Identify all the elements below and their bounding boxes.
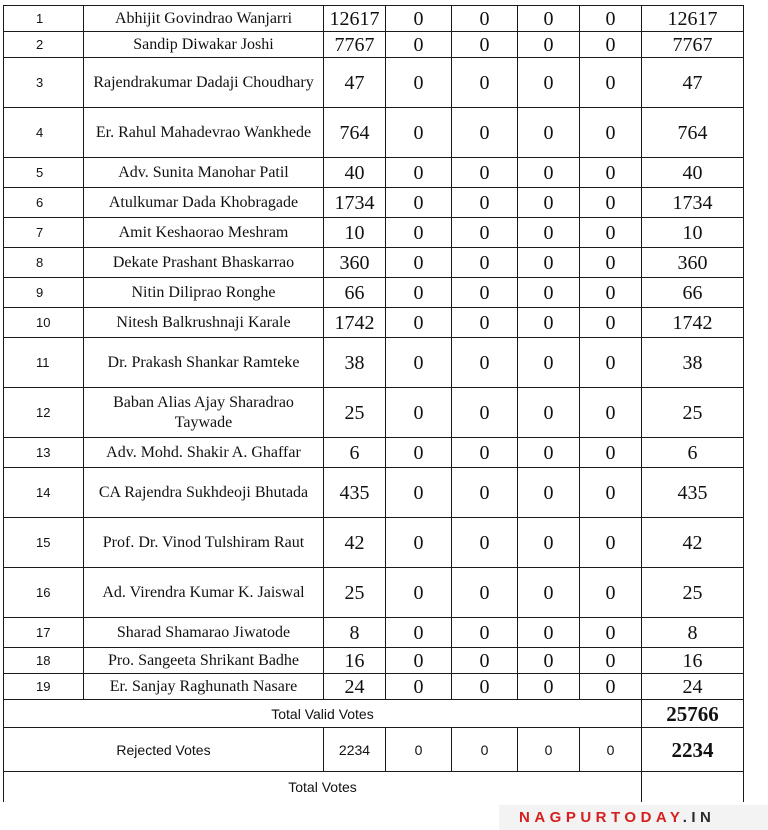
vote-count-table	[3, 5, 744, 802]
vote-count-cell: 0	[452, 338, 518, 388]
serial-number-cell: 9	[4, 278, 84, 308]
candidate-row	[4, 158, 744, 188]
candidate-row	[4, 218, 744, 248]
candidate-name-cell: Rajendrakumar Dadaji Choudhary	[84, 58, 324, 108]
serial-number-cell: 1	[4, 6, 84, 32]
rejected-votes-c4: 0	[518, 728, 580, 772]
total-votes-cell: 66	[642, 278, 744, 308]
vote-count-cell: 7767	[324, 32, 386, 58]
candidate-row	[4, 32, 744, 58]
serial-number-cell: 13	[4, 438, 84, 468]
total-votes-cell: 360	[642, 248, 744, 278]
vote-count-cell: 0	[386, 278, 452, 308]
candidate-row	[4, 58, 744, 108]
candidate-name-cell: Sharad Shamarao Jiwatode	[84, 618, 324, 648]
rejected-votes-c2: 0	[386, 728, 452, 772]
vote-count-cell: 40	[324, 158, 386, 188]
candidate-row	[4, 278, 744, 308]
rejected-votes-total: 2234	[642, 728, 744, 772]
vote-count-cell: 0	[452, 518, 518, 568]
candidate-row	[4, 388, 744, 438]
vote-count-cell: 0	[452, 568, 518, 618]
candidate-name-cell: Nitesh Balkrushnaji Karale	[84, 308, 324, 338]
serial-number-cell: 15	[4, 518, 84, 568]
total-votes-cell: 12617	[642, 6, 744, 32]
vote-count-cell: 0	[518, 468, 580, 518]
vote-count-cell: 764	[324, 108, 386, 158]
rejected-votes-c5: 0	[580, 728, 642, 772]
vote-count-cell: 0	[452, 158, 518, 188]
serial-number-cell: 8	[4, 248, 84, 278]
vote-count-cell: 0	[580, 278, 642, 308]
vote-count-cell: 0	[518, 278, 580, 308]
vote-count-cell: 0	[518, 518, 580, 568]
vote-count-cell: 66	[324, 278, 386, 308]
candidate-row	[4, 674, 744, 700]
candidate-name-cell: Atulkumar Dada Khobragade	[84, 188, 324, 218]
vote-count-cell: 0	[386, 58, 452, 108]
vote-count-cell: 360	[324, 248, 386, 278]
vote-count-cell: 0	[386, 568, 452, 618]
vote-count-cell: 25	[324, 388, 386, 438]
candidate-name-cell: CA Rajendra Sukhdeoji Bhutada	[84, 468, 324, 518]
vote-count-cell: 0	[580, 618, 642, 648]
serial-number-cell: 5	[4, 158, 84, 188]
serial-number-cell: 18	[4, 648, 84, 674]
vote-count-cell: 0	[386, 158, 452, 188]
vote-count-cell: 0	[452, 58, 518, 108]
vote-count-cell: 10	[324, 218, 386, 248]
total-votes-cell: 7767	[642, 32, 744, 58]
candidate-row	[4, 568, 744, 618]
watermark-part-nagpur: NAGPUR	[519, 809, 612, 826]
total-votes-cell: 47	[642, 58, 744, 108]
vote-count-cell: 0	[518, 308, 580, 338]
vote-count-cell: 0	[452, 108, 518, 158]
vote-count-cell: 0	[452, 618, 518, 648]
serial-number-cell: 4	[4, 108, 84, 158]
vote-count-cell: 0	[386, 438, 452, 468]
vote-count-cell: 0	[580, 248, 642, 278]
total-votes-row	[4, 772, 744, 802]
vote-count-cell: 0	[518, 338, 580, 388]
vote-count-cell: 0	[518, 218, 580, 248]
vote-count-cell: 0	[580, 568, 642, 618]
vote-count-cell: 0	[580, 338, 642, 388]
vote-count-cell: 0	[452, 188, 518, 218]
vote-count-cell: 0	[518, 108, 580, 158]
vote-count-cell: 0	[580, 308, 642, 338]
serial-number-cell: 17	[4, 618, 84, 648]
vote-count-cell: 0	[386, 218, 452, 248]
candidate-name-cell: Nitin Diliprao Ronghe	[84, 278, 324, 308]
rejected-votes-label: Rejected Votes	[4, 728, 324, 772]
vote-count-cell: 0	[518, 568, 580, 618]
vote-count-cell: 0	[452, 648, 518, 674]
vote-count-cell: 0	[386, 308, 452, 338]
vote-count-cell: 47	[324, 58, 386, 108]
vote-count-cell: 0	[386, 674, 452, 700]
total-valid-votes-label: Total Valid Votes	[4, 700, 642, 728]
vote-count-cell: 0	[452, 32, 518, 58]
vote-count-cell: 0	[386, 32, 452, 58]
vote-count-cell: 0	[580, 674, 642, 700]
vote-count-cell: 0	[580, 218, 642, 248]
vote-count-cell: 0	[580, 468, 642, 518]
vote-count-cell: 0	[580, 58, 642, 108]
total-votes-cell: 764	[642, 108, 744, 158]
candidate-name-cell: Sandip Diwakar Joshi	[84, 32, 324, 58]
vote-count-cell: 16	[324, 648, 386, 674]
candidate-row	[4, 468, 744, 518]
summary-rows	[4, 700, 744, 802]
vote-count-cell: 6	[324, 438, 386, 468]
candidate-name-cell: Adv. Sunita Manohar Patil	[84, 158, 324, 188]
vote-count-cell: 24	[324, 674, 386, 700]
serial-number-cell: 19	[4, 674, 84, 700]
vote-count-cell: 8	[324, 618, 386, 648]
total-votes-value	[642, 772, 744, 802]
total-votes-cell: 40	[642, 158, 744, 188]
total-votes-cell: 42	[642, 518, 744, 568]
total-votes-cell: 16	[642, 648, 744, 674]
total-votes-cell: 1742	[642, 308, 744, 338]
vote-count-cell: 0	[580, 518, 642, 568]
candidate-name-cell: Er. Sanjay Raghunath Nasare	[84, 674, 324, 700]
candidate-row	[4, 648, 744, 674]
vote-count-cell: 0	[518, 674, 580, 700]
candidate-row	[4, 188, 744, 218]
serial-number-cell: 2	[4, 32, 84, 58]
candidate-name-cell: Amit Keshaorao Meshram	[84, 218, 324, 248]
serial-number-cell: 12	[4, 388, 84, 438]
serial-number-cell: 6	[4, 188, 84, 218]
vote-count-cell: 0	[580, 438, 642, 468]
candidate-row	[4, 6, 744, 32]
candidate-name-cell: Er. Rahul Mahadevrao Wankhede	[84, 108, 324, 158]
total-valid-votes-value: 25766	[642, 700, 744, 728]
watermark-part-today: TODAY	[611, 809, 683, 826]
candidate-name-cell: Abhijit Govindrao Wanjarri	[84, 6, 324, 32]
candidate-row	[4, 618, 744, 648]
rejected-votes-c3: 0	[452, 728, 518, 772]
candidate-row	[4, 248, 744, 278]
serial-number-cell: 14	[4, 468, 84, 518]
candidate-rows	[4, 6, 744, 700]
vote-count-cell: 0	[452, 468, 518, 518]
vote-count-cell: 0	[386, 468, 452, 518]
total-votes-cell: 25	[642, 568, 744, 618]
vote-count-cell: 0	[518, 438, 580, 468]
vote-count-cell: 0	[452, 218, 518, 248]
vote-count-cell: 0	[452, 248, 518, 278]
vote-count-cell: 0	[386, 388, 452, 438]
vote-count-cell: 0	[386, 6, 452, 32]
vote-count-cell: 0	[580, 188, 642, 218]
total-votes-cell: 6	[642, 438, 744, 468]
candidate-row	[4, 308, 744, 338]
nagpurtoday-watermark	[499, 805, 768, 830]
serial-number-cell: 11	[4, 338, 84, 388]
vote-count-cell: 0	[386, 108, 452, 158]
total-valid-votes-row	[4, 700, 744, 728]
candidate-name-cell: Baban Alias Ajay Sharadrao Taywade	[84, 388, 324, 438]
vote-count-cell: 0	[386, 648, 452, 674]
vote-count-cell: 25	[324, 568, 386, 618]
vote-count-cell: 0	[452, 308, 518, 338]
vote-count-cell: 0	[518, 618, 580, 648]
total-votes-cell: 38	[642, 338, 744, 388]
vote-count-cell: 0	[386, 248, 452, 278]
vote-count-cell: 0	[580, 32, 642, 58]
candidate-row	[4, 518, 744, 568]
total-votes-cell: 10	[642, 218, 744, 248]
vote-count-cell: 38	[324, 338, 386, 388]
total-votes-cell: 435	[642, 468, 744, 518]
vote-count-cell: 0	[386, 188, 452, 218]
vote-count-cell: 435	[324, 468, 386, 518]
vote-count-cell: 0	[518, 188, 580, 218]
vote-count-cell: 0	[386, 618, 452, 648]
vote-count-cell: 0	[518, 6, 580, 32]
candidate-name-cell: Pro. Sangeeta Shrikant Badhe	[84, 648, 324, 674]
vote-count-cell: 0	[518, 388, 580, 438]
vote-count-cell: 0	[580, 6, 642, 32]
rejected-votes-row	[4, 728, 744, 772]
serial-number-cell: 16	[4, 568, 84, 618]
vote-count-cell: 0	[452, 278, 518, 308]
candidate-name-cell: Dr. Prakash Shankar Ramteke	[84, 338, 324, 388]
candidate-name-cell: Dekate Prashant Bhaskarrao	[84, 248, 324, 278]
vote-count-cell: 12617	[324, 6, 386, 32]
vote-count-cell: 0	[452, 674, 518, 700]
vote-count-cell: 0	[518, 58, 580, 108]
vote-count-cell: 0	[518, 648, 580, 674]
vote-count-cell: 1742	[324, 308, 386, 338]
watermark-part-in: .IN	[682, 809, 716, 826]
rejected-votes-c1: 2234	[324, 728, 386, 772]
total-votes-cell: 8	[642, 618, 744, 648]
candidate-row	[4, 338, 744, 388]
total-votes-label: Total Votes	[4, 772, 642, 802]
vote-count-cell: 0	[518, 32, 580, 58]
vote-count-cell: 0	[452, 6, 518, 32]
vote-count-cell: 0	[580, 388, 642, 438]
candidate-name-cell: Ad. Virendra Kumar K. Jaiswal	[84, 568, 324, 618]
vote-count-cell: 0	[452, 438, 518, 468]
serial-number-cell: 7	[4, 218, 84, 248]
vote-count-cell: 0	[580, 108, 642, 158]
total-votes-cell: 1734	[642, 188, 744, 218]
vote-count-cell: 1734	[324, 188, 386, 218]
vote-count-cell: 0	[580, 648, 642, 674]
vote-count-cell: 0	[518, 158, 580, 188]
serial-number-cell: 3	[4, 58, 84, 108]
candidate-row	[4, 108, 744, 158]
candidate-name-cell: Prof. Dr. Vinod Tulshiram Raut	[84, 518, 324, 568]
vote-count-cell: 0	[518, 248, 580, 278]
total-votes-cell: 24	[642, 674, 744, 700]
vote-count-cell: 0	[386, 338, 452, 388]
vote-count-cell: 0	[452, 388, 518, 438]
serial-number-cell: 10	[4, 308, 84, 338]
vote-count-cell: 42	[324, 518, 386, 568]
candidate-name-cell: Adv. Mohd. Shakir A. Ghaffar	[84, 438, 324, 468]
vote-count-cell: 0	[386, 518, 452, 568]
candidate-row	[4, 438, 744, 468]
vote-count-cell: 0	[580, 158, 642, 188]
total-votes-cell: 25	[642, 388, 744, 438]
